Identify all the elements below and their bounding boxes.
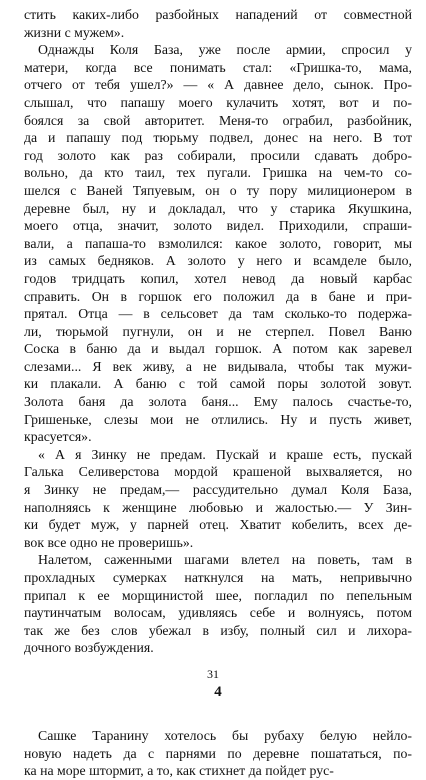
page-content	[24, 6, 412, 780]
text-line: Соска в баню да и выдал горшок. А потом как заревел	[24, 341, 412, 357]
text-line: ки будет муж, у парней отец. Хватит кобелить, всех де-	[24, 517, 412, 533]
section-heading: 4	[214, 683, 222, 700]
text-line: моего отца, значит, золото видел. Приходили, спраши-	[24, 218, 412, 234]
paragraph	[24, 727, 412, 780]
text-line: наполняясь к женщине любовью и жалостью.— У Зин-	[24, 499, 412, 515]
text-line: прохладных сумерках наткнулся на мать, непривычно	[24, 570, 412, 585]
text-line: шелся с Ваней Тяпуевым, он о ту пору милиционером в	[24, 182, 412, 198]
text-line: вольно, да кто таил, тех пугали. Гришка на чем-то со-	[24, 165, 412, 181]
paragraph	[24, 41, 412, 446]
text-line: жизни с мужем».	[24, 24, 125, 40]
text-line: так же без слов убежал в избу, полный сил и лихора-	[24, 622, 412, 638]
text-line: отчего от тебя ушел?» — « А давнее дело, сынок. Про-	[24, 77, 412, 93]
text-line: ка на море штормит, а то, как стихнет да пойдет рус-	[24, 763, 334, 779]
text-line: справить. Он в горшок его положил да в бане и при-	[24, 288, 412, 304]
text-line: новую надеть да с парнями по деревне пошататься, по-	[24, 745, 412, 761]
text-line: из самых бедняков. А золото у него и всамделе было,	[24, 253, 412, 269]
text-line: Однажды Коля База, уже после армии, спросил у	[38, 42, 412, 58]
text-line: да и папашу под тюрьму подвел, донес на него. В тот	[24, 130, 412, 146]
text-line: Налетом, саженными шагами влетел на поветь, там в	[38, 552, 412, 568]
text-line: припал к ее морщинистой шее, погладил по пепельным	[24, 587, 412, 603]
text-line: матери, когда все понимать стал: «Гришка-то, мама,	[24, 59, 412, 75]
text-line: вали, а папаша-то взмолился: какое золото, говорит, мы	[24, 235, 412, 251]
text-line: « А я Зинку не предам. Пускай и краше есть, пускай	[38, 446, 412, 462]
text-line: дочного возбуждения.	[24, 640, 154, 656]
text-line: слезами... Я век живу, а не видывала, чтобы так мужи-	[24, 358, 412, 374]
text-line: вок все одно не проверишь».	[24, 534, 194, 550]
text-line: Галька Селиверстова мордой крашеной выхваляется, но	[24, 464, 412, 480]
text-line: боялся за свой авторитет. Меня-то ограбил, разбойник,	[24, 112, 412, 128]
paragraph	[24, 6, 412, 41]
text-line: ки плакали. А баню с той самой поры золотой зовут.	[24, 376, 412, 392]
text-line: деревне был, ну и докладал, что у старика Якушкина,	[24, 200, 412, 216]
paragraph	[24, 446, 412, 552]
paragraph	[24, 551, 412, 657]
text-line: слышал, что папашу моего кулачить хотят, вот и по-	[24, 94, 412, 110]
text-line: я Зинку не предам,— рассудительно думал Коля База,	[24, 482, 412, 498]
text-line: красуется».	[24, 429, 92, 445]
text-line: прятал. Отца — в сельсовет да там сколько-то подержа-	[24, 306, 412, 322]
text-line: годов тридцать копил, хотел невод да новый карбас	[24, 270, 412, 286]
text-line: год золото как раз собирали, просили сдавать добро-	[24, 147, 412, 163]
text-line: ли, тюрьмой пугнули, он и не стерпел. Повел Ваню	[24, 323, 412, 339]
text-line: Гришеньке, слезы мои не отлились. Ну и пусть живет,	[24, 411, 412, 427]
text-line: стить каких-либо разбойных нападений от совместной	[24, 7, 412, 22]
page-number: 31	[207, 667, 219, 682]
text-line: Сашке Таранину хотелось бы рубаху белую нейло-	[38, 727, 412, 743]
text-line: паутинчатым волосам, удивляясь себе и волнуясь, потом	[24, 605, 412, 621]
text-line: Золота баня да золота баня... Ему палось счастье-то,	[24, 394, 412, 410]
